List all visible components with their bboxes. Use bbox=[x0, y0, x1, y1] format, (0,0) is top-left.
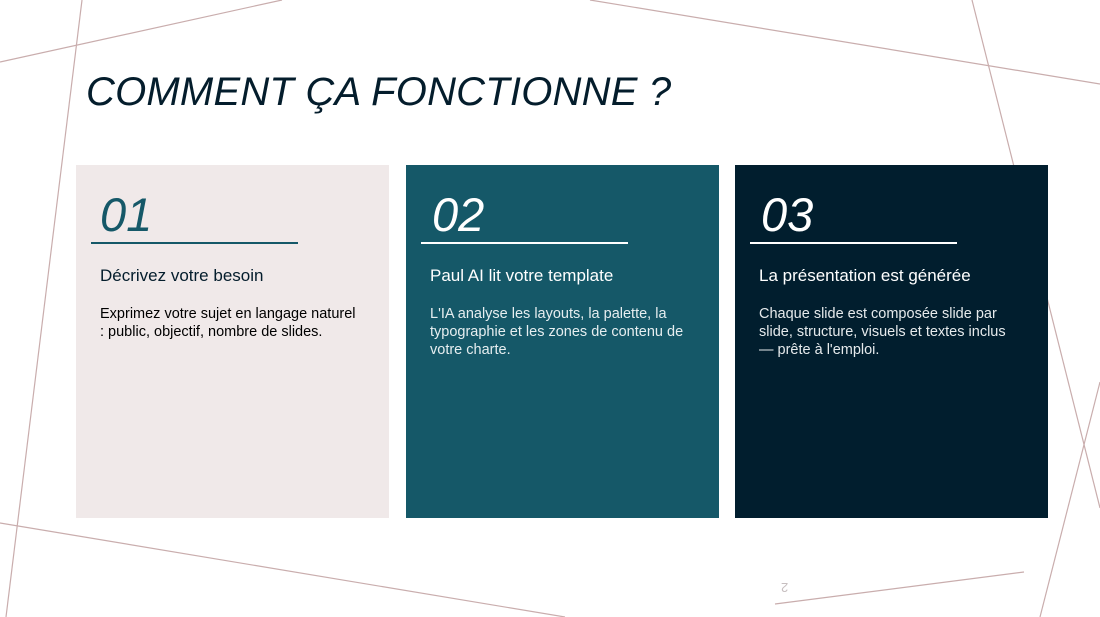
step-description: L'IA analyse les layouts, la palette, la typographie et les zones de contenu de votre charte. bbox=[430, 306, 684, 358]
step-card-3 bbox=[735, 165, 1048, 518]
step-number: 03 bbox=[761, 188, 814, 241]
step-heading: Paul AI lit votre template bbox=[430, 266, 614, 285]
step-card-2 bbox=[406, 165, 719, 518]
step-divider bbox=[750, 242, 957, 244]
step-divider bbox=[91, 242, 298, 244]
step-description: Exprimez votre sujet en langage naturel : public, objectif, nombre de slides. bbox=[100, 306, 356, 340]
step-description: Chaque slide est composée slide par slide, structure, visuels et textes inclus — prête à l'emploi. bbox=[759, 306, 1006, 358]
step-heading: La présentation est générée bbox=[759, 266, 971, 285]
step-card-1 bbox=[76, 165, 389, 518]
step-heading: Décrivez votre besoin bbox=[100, 266, 264, 285]
page-number: 2 bbox=[781, 580, 789, 595]
step-number: 02 bbox=[432, 188, 485, 241]
step-number: 01 bbox=[100, 188, 153, 241]
step-divider bbox=[421, 242, 628, 244]
page-title: COMMENT ÇA FONCTIONNE ? bbox=[86, 70, 672, 114]
